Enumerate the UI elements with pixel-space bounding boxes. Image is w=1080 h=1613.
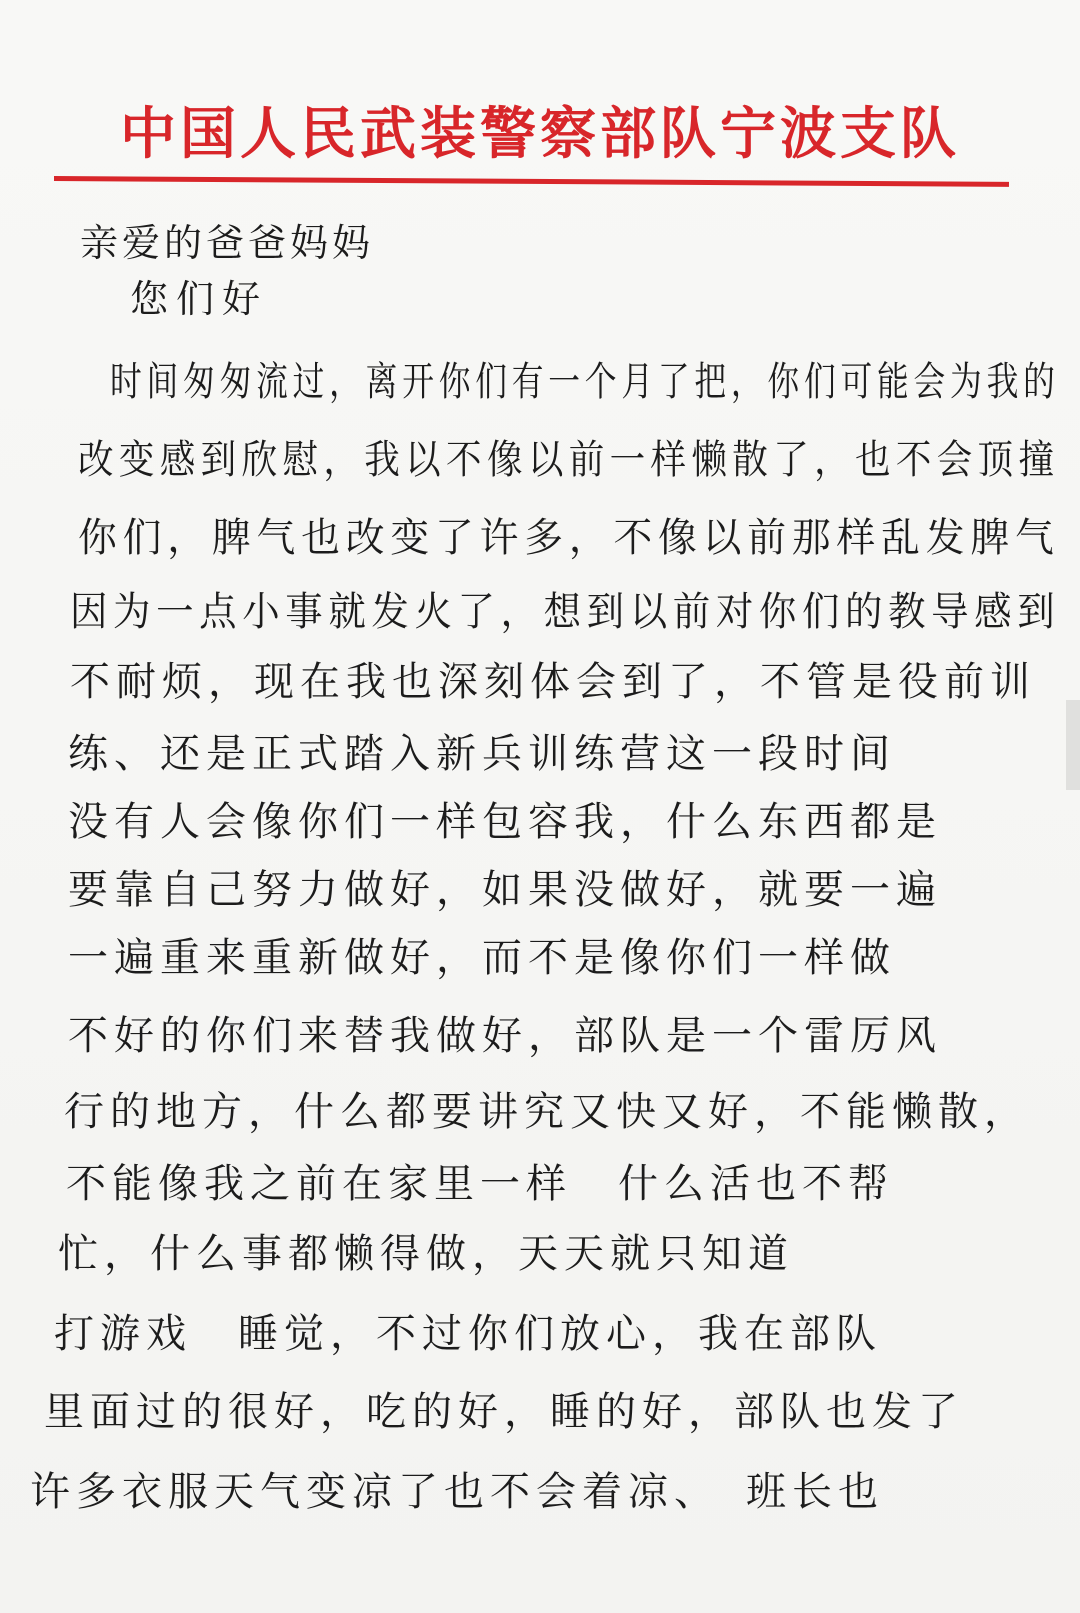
letter-line: 不好的你们来替我做好，部队是一个雷厉风 [68,1013,942,1059]
letter-line: 许多衣服天气变凉了也不会着凉、 班长也 [30,1469,884,1515]
salutation: 亲爱的爸爸妈妈 [80,221,375,265]
greeting: 您们好 [130,277,269,321]
letterhead-rule [54,176,1009,187]
letter-line: 不耐烦，现在我也深刻体会到了，不管是役前训 [70,659,1036,705]
letter-line: 一遍重来重新做好，而不是像你们一样做 [68,935,896,981]
letter-line: 行的地方，什么都要讲究又快又好，不能懒散， [64,1089,1030,1135]
letter-line: 里面过的很好，吃的好，睡的好，部队也发了 [44,1389,964,1435]
letter-line: 不能像我之前在家里一样 什么活也不帮 [66,1161,894,1207]
letter-line: 练、还是正式踏入新兵训练营这一段时间 [68,731,896,777]
letter-line: 没有人会像你们一样包容我，什么东西都是 [68,799,942,845]
letter-line: 打游戏 睡觉，不过你们放心，我在部队 [54,1311,882,1357]
letter-line: 要靠自己努力做好，如果没做好，就要一遍 [68,867,942,913]
letter-line: 时间匆匆流过，离开你们有一个月了把，你们可能会为我的 [110,359,1060,405]
page-edge-shadow [1066,700,1080,790]
letter-line: 改变感到欣慰，我以不像以前一样懒散了，也不会顶撞 [78,437,1060,483]
letter-line: 忙，什么事都懒得做，天天就只知道 [58,1231,794,1277]
letter-line: 因为一点小事就发火了，想到以前对你们的教导感到 [70,589,1061,635]
letter-line: 你们，脾气也改变了许多，不像以前那样乱发脾气 [78,515,1060,561]
letterhead-title: 中国人民武装警察部队宁波支队 [120,101,960,167]
